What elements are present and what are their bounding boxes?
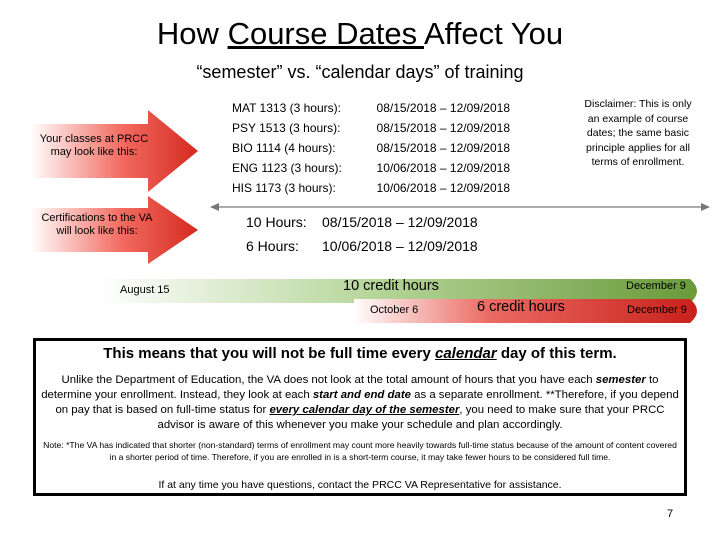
notice-contact: If at any time you have questions, contact the PRCC VA Representative for assistance. [158,479,562,491]
summary-hours: 10 Hours: [246,214,307,230]
title-underlined: Course Dates [227,16,424,51]
course-dates-list [358,98,510,198]
notice-body-start-end: start and end date [312,389,411,401]
page-number: 7 [667,508,674,520]
course-name: MAT 1313 (3 hours): [232,101,341,115]
notice-body-2: to determine your enrollment. Instead, they look at each [41,374,659,401]
disclaimer-text: Disclaimer: This is only an example of course dates; the same basic principle applies for all terms of enrollment. [584,98,692,168]
notice-heading-pre: This means that you will not be full time every [103,345,435,362]
notice-body-every: every calendar day of the semester [269,404,460,416]
summary-dates: 10/06/2018 – 12/09/2018 [322,238,478,254]
bar2-start-label: October 6 [370,304,419,316]
notice-body [40,373,680,433]
page-subtitle: “semester” vs. “calendar days” of training [196,62,524,82]
course-dates: 08/15/2018 – 12/09/2018 [376,121,510,135]
notice-heading-em: calendar [435,345,497,362]
page-title [0,16,720,52]
course-dates: 08/15/2018 – 12/09/2018 [376,101,510,115]
va-arrow-label: Certifications to the VA will look like this: [41,212,153,237]
course-name: PSY 1513 (3 hours): [232,121,341,135]
title-pre: How [156,16,228,51]
notice-heading [36,345,684,362]
summary-dates-list [322,210,478,258]
course-dates: 08/15/2018 – 12/09/2018 [376,141,510,155]
course-dates: 10/06/2018 – 12/09/2018 [376,181,510,195]
notice-body-3: as a separate enrollment. **Therefore, if you depend on pay that is based on full-time status for [55,389,679,416]
notice-heading-post: day of this term. [496,345,617,362]
bar2-end-label: December 9 [627,304,687,316]
course-name: ENG 1123 (3 hours): [232,161,342,175]
summary-hours-list [246,210,307,258]
course-name: BIO 1114 (4 hours): [232,141,336,155]
notice-body-semester: semester [595,374,646,386]
bar1-hours-label: 10 credit hours [343,278,439,294]
notice-note: Note: *The VA has indicated that shorter (non-standard) terms of enrollment may count more heavily towards full-time status because of the amount of content covered in a shorter period of time. Therefore, if you are enrolled in is a short-term course, it may take fewer hours to be considered full time. [43,440,677,462]
summary-dates: 08/15/2018 – 12/09/2018 [322,214,478,230]
course-name-list [232,98,342,198]
notice-box [33,338,687,496]
course-dates: 10/06/2018 – 12/09/2018 [376,161,510,175]
bar1-start-label: August 15 [120,284,170,296]
title-post: Affect You [424,16,564,51]
summary-hours: 6 Hours: [246,238,299,254]
course-name: HIS 1173 (3 hours): [232,181,336,195]
notice-body-4: , you need to make sure that your PRCC advisor is aware of this whenever you make your schedule and plan accordingly. [157,404,665,431]
notice-body-1: Unlike the Department of Education, the VA does not look at the total amount of hours that you have each [61,374,596,386]
bar1-end-label: December 9 [626,280,686,292]
bar2-hours-label: 6 credit hours [477,299,565,315]
classes-arrow-label: Your classes at PRCC may look like this: [39,133,149,158]
